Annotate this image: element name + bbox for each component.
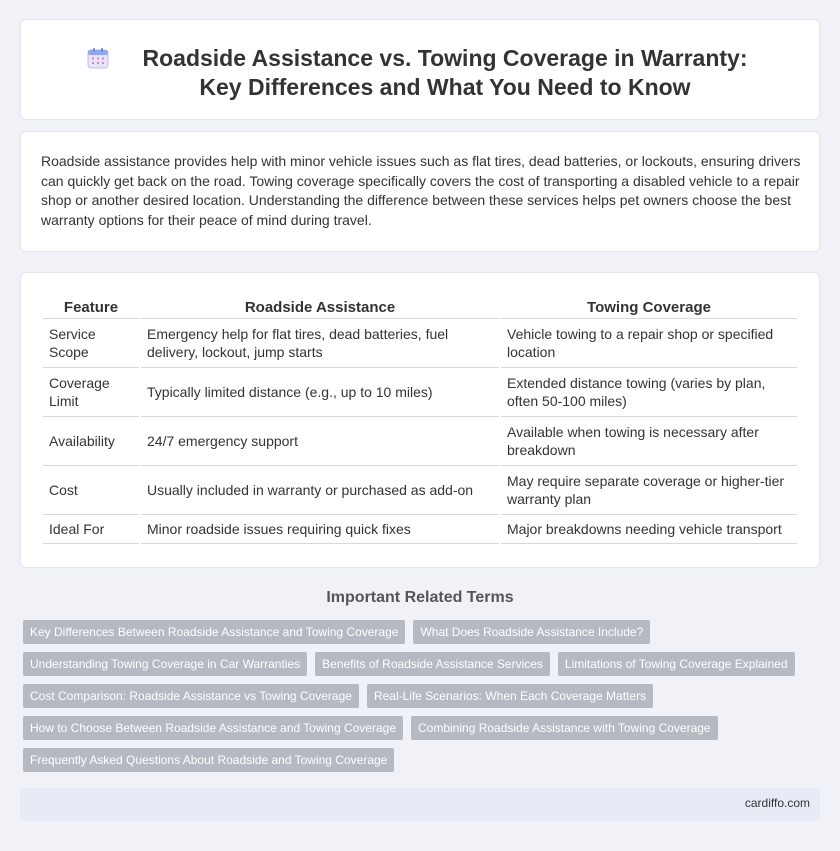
site-link[interactable]: cardiffo.com	[744, 796, 810, 810]
related-term-link[interactable]: Key Differences Between Roadside Assistance and Towing Coverage	[23, 620, 405, 644]
related-term-link[interactable]: Frequently Asked Questions About Roadside and Towing Coverage	[23, 748, 394, 772]
table-row	[43, 368, 797, 417]
table-cell: Service Scope	[43, 319, 139, 368]
footer	[20, 788, 820, 821]
column-header-towing: Towing Coverage	[501, 297, 797, 319]
tag-row	[23, 748, 803, 772]
column-header-feature: Feature	[43, 297, 139, 319]
tag-row	[23, 652, 803, 676]
table-cell: Emergency help for flat tires, dead batteries, fuel delivery, lockout, jump starts	[141, 319, 499, 368]
table-row	[43, 319, 797, 368]
table-cell: 24/7 emergency support	[141, 417, 499, 466]
table-cell: Minor roadside issues requiring quick fixes	[141, 515, 499, 544]
table-row	[43, 515, 797, 544]
related-term-link[interactable]: Real-Life Scenarios: When Each Coverage Matters	[367, 684, 653, 708]
table-cell: Available when towing is necessary after breakdown	[501, 417, 797, 466]
table-header-row	[43, 297, 797, 319]
related-terms-list	[23, 620, 803, 780]
page-title: Roadside Assistance vs. Towing Coverage in Warranty: Key Differences and What You Need to Know	[142, 45, 748, 100]
related-term-link[interactable]: Cost Comparison: Roadside Assistance vs Towing Coverage	[23, 684, 359, 708]
table-row	[43, 417, 797, 466]
related-term-link[interactable]: How to Choose Between Roadside Assistance and Towing Coverage	[23, 716, 403, 740]
table-cell: Cost	[43, 466, 139, 515]
tag-row	[23, 620, 803, 644]
related-term-link[interactable]: Benefits of Roadside Assistance Services	[315, 652, 550, 676]
table-cell: Extended distance towing (varies by plan, often 50-100 miles)	[501, 368, 797, 417]
column-header-roadside: Roadside Assistance	[141, 297, 499, 319]
table-cell: Ideal For	[43, 515, 139, 544]
table-cell: Usually included in warranty or purchased as add-on	[141, 466, 499, 515]
header-card	[20, 19, 820, 120]
table-cell: Major breakdowns needing vehicle transport	[501, 515, 797, 544]
table-cell: Availability	[43, 417, 139, 466]
table-cell: Typically limited distance (e.g., up to 10 miles)	[141, 368, 499, 417]
comparison-table	[41, 297, 799, 544]
table-cell: May require separate coverage or higher-tier warranty plan	[501, 466, 797, 515]
related-term-link[interactable]: Combining Roadside Assistance with Towing Coverage	[411, 716, 718, 740]
tag-row	[23, 716, 803, 740]
table-row	[43, 466, 797, 515]
tag-row	[23, 684, 803, 708]
table-cell: Coverage Limit	[43, 368, 139, 417]
table-cell: Vehicle towing to a repair shop or specified location	[501, 319, 797, 368]
related-term-link[interactable]: What Does Roadside Assistance Include?	[413, 620, 650, 644]
related-term-link[interactable]: Understanding Towing Coverage in Car Warranties	[23, 652, 307, 676]
intro-card	[20, 131, 820, 252]
comparison-card	[20, 272, 820, 568]
related-terms-heading: Important Related Terms	[326, 589, 514, 606]
related-term-link[interactable]: Limitations of Towing Coverage Explained	[558, 652, 795, 676]
intro-text: Roadside assistance provides help with minor vehicle issues such as flat tires, dead batteries, or lockouts, ensuring drivers can quickly get back on the road. Towing coverage specifically covers the cost of transporting a disabled vehicle to a repair shop or another desired location. Understanding the difference between these services helps pet owners choose the best warranty options for their peace of mind during travel.	[41, 153, 801, 228]
